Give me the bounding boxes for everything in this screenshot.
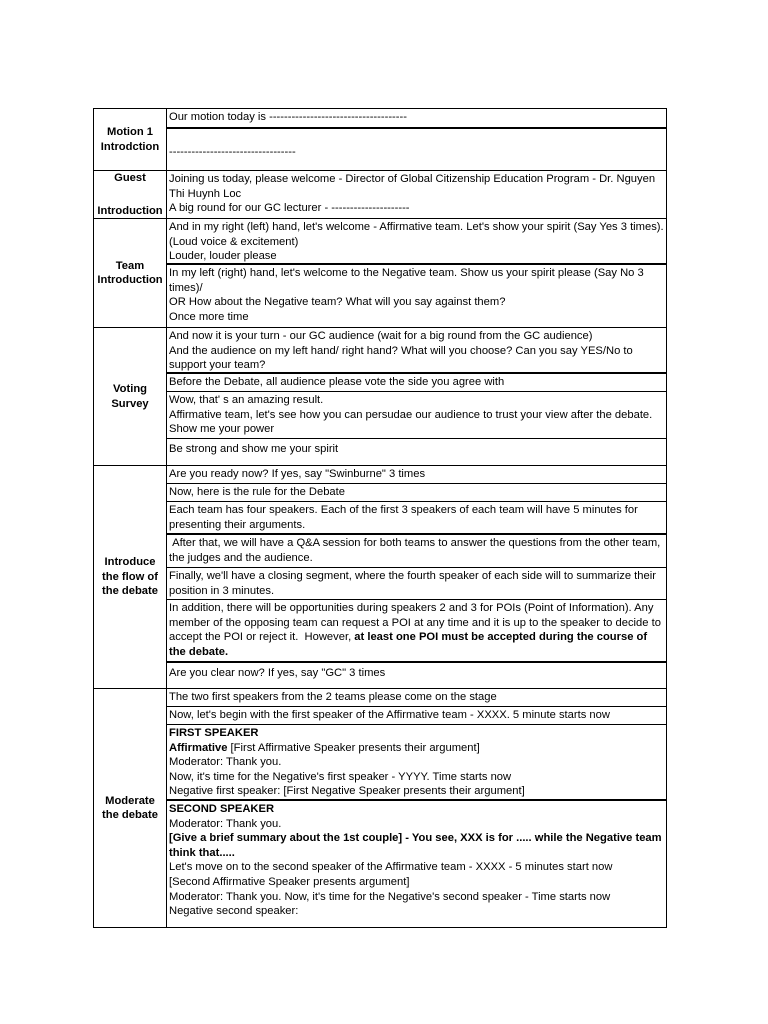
flow-cell	[167, 466, 666, 484]
section-motion	[94, 109, 666, 171]
text-line: Affirmative team, let's see how you can persudae our audience to trust your view after the debate. Show me your power	[169, 408, 656, 436]
text-line: Moderator: Thank you. Now, it's time for the Negative's second speaker - Time starts now	[169, 890, 611, 903]
text-line: Negative first speaker: [First Negative Speaker presents their argument]	[169, 785, 525, 798]
first-speaker-cell	[167, 725, 666, 801]
section-team	[94, 219, 666, 328]
text-line: Now, let's begin with the first speaker of the Affirmative team - XXXX. 5 minute starts now	[169, 709, 610, 721]
text-line	[169, 601, 664, 659]
text-line	[169, 130, 664, 145]
label-line: Motion 1	[107, 126, 153, 138]
section-label-moderate	[94, 689, 167, 927]
text-line: Are you ready now? If yes, say "Swinburne" 3 times	[169, 468, 426, 480]
summary-bold: [Give a brief summary about the 1st couple] - You see, XXX is for ..... while the Negative team think that.....	[169, 832, 665, 859]
text-line: Moderator: Thank you.	[169, 756, 282, 769]
voting-cell	[167, 392, 666, 439]
label-line: Introduce	[104, 556, 156, 569]
label-line: the debate	[102, 809, 158, 821]
text-line: Louder, louder please	[169, 250, 277, 263]
flow-cell	[167, 600, 666, 663]
label-line: Team	[115, 259, 145, 272]
voting-cell	[167, 374, 666, 392]
text-line: OR How about the Negative team? What will you say against them?	[169, 296, 506, 309]
text-line: Finally, we'll have a closing segment, where the fourth speaker of each side will to summarize their position in 3 minutes.	[169, 570, 660, 597]
text-line: ----------------------------------	[169, 145, 296, 158]
flow-cell	[167, 502, 666, 535]
section-label-flow	[94, 466, 167, 688]
moderate-cell	[167, 689, 666, 707]
text-line: Let's move on to the second speaker of the Affirmative team - XXXX - 5 minutes start now	[169, 861, 613, 874]
section-voting	[94, 328, 666, 466]
debate-script-table	[93, 108, 667, 928]
label-line: Introduction	[97, 274, 163, 286]
moderate-cell	[167, 707, 666, 725]
text-line: Now, here is the rule for the Debate	[169, 486, 345, 498]
text-line: In my left (right) hand, let's welcome to the Negative team. Show us your spirit please (Say No 3 times)/	[169, 267, 647, 294]
team-cell	[167, 219, 666, 265]
flow-cell	[167, 663, 666, 688]
flow-cell	[167, 568, 666, 600]
text-line: Moderator: Thank you.	[169, 817, 282, 830]
section-label-guest	[94, 171, 167, 218]
team-cell	[167, 265, 666, 327]
flow-cell	[167, 484, 666, 502]
text-line: The two first speakers from the 2 teams please come on the stage	[169, 691, 497, 703]
text-line: Joining us today, please welcome - Director of Global Citizenship Education Program - Dr. Nguyen Thi Huynh Loc	[169, 173, 658, 200]
text-line: Now, it's time for the Negative's first speaker - YYYY. Time starts now	[169, 770, 512, 783]
label-line: Guest	[114, 172, 146, 184]
label-line: Moderate	[105, 794, 155, 807]
text-line: Are you clear now? If yes, say "GC" 3 times	[169, 667, 386, 679]
text-line: And now it is your turn - our GC audience (wait for a big round from the GC audience)	[169, 330, 593, 342]
second-speaker-cell	[167, 801, 666, 927]
text-line: Our motion today is -------------------------------------	[169, 111, 407, 123]
text-line: And in my right (left) hand, let's welcome - Affirmative team. Let's show your spirit (Say Yes 3 times). (Loud voice & excitement)	[169, 221, 667, 248]
voting-cell	[167, 439, 666, 465]
poi-bold-text: at least one POI must be accepted during the course of the debate.	[169, 631, 651, 658]
voting-cell	[167, 328, 666, 374]
poi-text: In addition, there will be opportunities during speakers 2 and 3 for POIs (Point of Information). Any member of the opposing team can request a POI at any time and it is up to the speaker to decide to accept the POI or reject it. However,	[169, 602, 665, 644]
motion-cell	[167, 129, 666, 170]
label-line: Introduction	[97, 204, 163, 217]
text-line: Be strong and show me your spirit	[169, 443, 339, 455]
text-line: Each team has four speakers. Each of the first 3 speakers of each team will have 5 minutes for presenting their arguments.	[169, 504, 641, 531]
text-line: And the audience on my left hand/ right hand? What will you choose? Can you say YES/No to support your team?	[169, 344, 636, 372]
label-line: the flow of	[102, 570, 158, 583]
section-guest	[94, 171, 666, 219]
text-line: Before the Debate, all audience please vote the side you agree with	[169, 376, 505, 388]
section-label-motion	[94, 109, 167, 170]
guest-cell	[167, 171, 666, 218]
heading-text: SECOND SPEAKER	[169, 803, 275, 815]
label-line: the debate	[102, 585, 158, 598]
section-flow	[94, 466, 666, 689]
text-line: A big round for our GC lecturer - ---------------------	[169, 202, 410, 215]
text-line: Wow, that' s an amazing result.	[169, 394, 324, 406]
heading-text: FIRST SPEAKER	[169, 727, 259, 739]
second-speaker-heading	[169, 802, 664, 817]
text-line: After that, we will have a Q&A session for both teams to answer the questions from the other team, the judges and the audience.	[169, 537, 664, 564]
affirmative-bold: Affirmative	[169, 741, 228, 754]
text-line: Once more time	[169, 310, 249, 323]
first-speaker-heading	[169, 726, 664, 741]
text-line: Negative second speaker:	[169, 905, 299, 918]
affirmative-rest: [First Affirmative Speaker presents their argument]	[227, 741, 480, 754]
section-label-team	[94, 219, 167, 327]
motion-cell	[167, 109, 666, 129]
label-line: Introdction	[100, 140, 160, 153]
text-line: [Second Affirmative Speaker presents argument]	[169, 875, 410, 888]
text-line	[169, 741, 664, 756]
label-line: Survey	[111, 397, 149, 410]
text-line	[169, 831, 664, 860]
flow-cell	[167, 535, 666, 568]
section-moderate	[94, 689, 666, 928]
label-line: Voting	[113, 383, 147, 395]
section-label-voting	[94, 328, 167, 465]
